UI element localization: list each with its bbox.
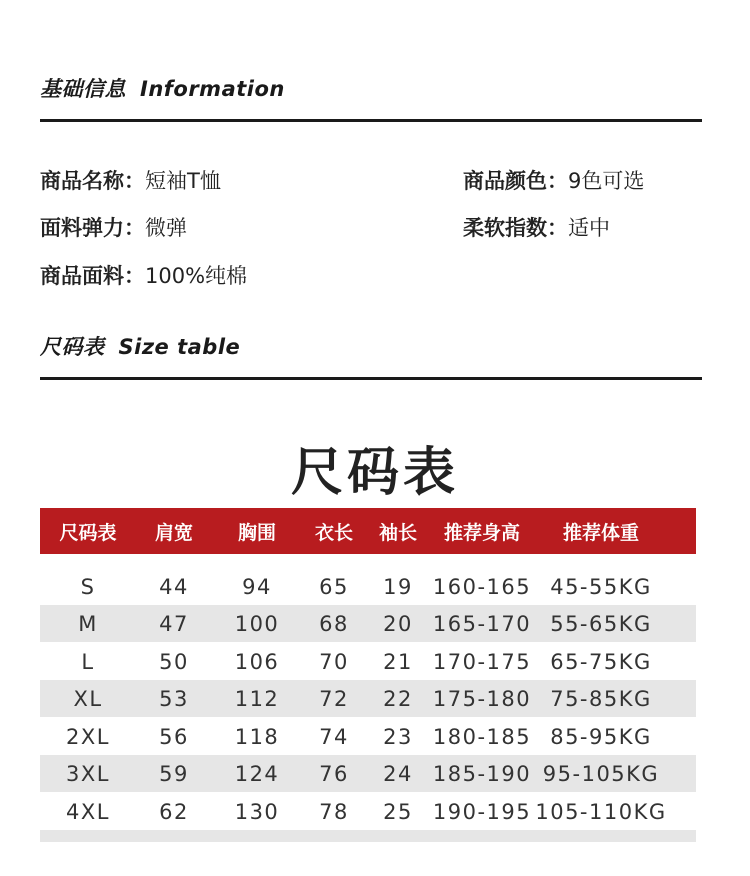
cell-weight: 85-95KG xyxy=(550,724,652,749)
header-chest: 胸围 xyxy=(237,521,276,544)
field-product-name xyxy=(40,165,221,195)
table-row xyxy=(40,568,696,605)
cell-weight: 55-65KG xyxy=(550,611,652,636)
cell-sleeve: 25 xyxy=(383,799,413,824)
cell-chest: 106 xyxy=(234,649,280,674)
cell-size: S xyxy=(80,574,96,599)
cell-chest: 112 xyxy=(234,686,280,711)
info-title-en: Information xyxy=(140,77,285,101)
cell-weight: 45-55KG xyxy=(550,574,652,599)
info-title-cn: 基础信息 xyxy=(40,77,126,101)
field-value: 9色可选 xyxy=(568,169,645,193)
cell-size: 2XL xyxy=(66,724,110,749)
cell-length: 72 xyxy=(319,686,349,711)
size-title-en: Size table xyxy=(118,335,241,359)
field-product-fabric xyxy=(40,260,247,290)
cell-shoulder: 44 xyxy=(159,574,189,599)
field-fabric-elasticity xyxy=(40,212,187,242)
field-value: 100%纯棉 xyxy=(145,264,248,288)
header-shoulder: 肩宽 xyxy=(154,521,193,544)
info-section-title xyxy=(40,73,285,103)
header-length: 衣长 xyxy=(314,521,353,544)
cell-height: 170-175 xyxy=(432,649,532,674)
cell-sleeve: 20 xyxy=(383,611,413,636)
cell-weight: 95-105KG xyxy=(542,761,660,786)
cell-chest: 100 xyxy=(234,611,280,636)
cell-length: 74 xyxy=(319,724,349,749)
cell-chest: 94 xyxy=(242,574,272,599)
cell-sleeve: 21 xyxy=(383,649,413,674)
cell-sleeve: 23 xyxy=(383,724,413,749)
cell-length: 70 xyxy=(319,649,349,674)
field-product-color xyxy=(463,165,644,195)
cell-sleeve: 24 xyxy=(383,761,413,786)
cell-shoulder: 50 xyxy=(159,649,189,674)
cell-weight: 75-85KG xyxy=(550,686,652,711)
size-divider xyxy=(40,377,702,380)
cell-size: 3XL xyxy=(66,761,110,786)
cell-weight: 105-110KG xyxy=(535,799,667,824)
cell-size: L xyxy=(81,649,95,674)
header-sleeve: 袖长 xyxy=(378,521,417,544)
cell-length: 76 xyxy=(319,761,349,786)
field-label: 柔软指数： xyxy=(463,216,568,240)
header-weight: 推荐体重 xyxy=(562,521,639,544)
table-row-stripe xyxy=(40,830,696,842)
field-value: 短袖T恤 xyxy=(145,169,221,193)
header-size: 尺码表 xyxy=(59,521,117,544)
cell-length: 65 xyxy=(319,574,349,599)
info-divider xyxy=(40,119,702,122)
cell-shoulder: 59 xyxy=(159,761,189,786)
cell-shoulder: 47 xyxy=(159,611,189,636)
field-label: 商品颜色： xyxy=(463,169,568,193)
field-label: 面料弹力： xyxy=(40,216,145,240)
size-section-title xyxy=(40,331,240,361)
cell-size: XL xyxy=(73,686,103,711)
cell-height: 190-195 xyxy=(432,799,532,824)
cell-length: 78 xyxy=(319,799,349,824)
cell-length: 68 xyxy=(319,611,349,636)
table-row xyxy=(40,755,696,792)
cell-chest: 130 xyxy=(234,799,280,824)
header-height: 推荐身高 xyxy=(443,521,520,544)
cell-size: M xyxy=(78,611,98,636)
field-value: 微弹 xyxy=(145,216,187,240)
field-label: 商品面料： xyxy=(40,264,145,288)
size-table-heading: 尺码表 xyxy=(290,443,459,503)
cell-shoulder: 62 xyxy=(159,799,189,824)
field-label: 商品名称： xyxy=(40,169,145,193)
cell-chest: 118 xyxy=(234,724,280,749)
cell-size: 4XL xyxy=(66,799,110,824)
table-row xyxy=(40,680,696,717)
cell-height: 175-180 xyxy=(432,686,532,711)
cell-chest: 124 xyxy=(234,761,280,786)
field-value: 适中 xyxy=(568,216,610,240)
table-row xyxy=(40,718,696,755)
size-title-cn: 尺码表 xyxy=(40,335,105,359)
cell-height: 180-185 xyxy=(432,724,532,749)
table-row xyxy=(40,793,696,830)
cell-height: 185-190 xyxy=(432,761,532,786)
cell-shoulder: 56 xyxy=(159,724,189,749)
cell-sleeve: 22 xyxy=(383,686,413,711)
cell-sleeve: 19 xyxy=(383,574,413,599)
table-row xyxy=(40,643,696,680)
cell-height: 160-165 xyxy=(432,574,532,599)
cell-height: 165-170 xyxy=(432,611,532,636)
cell-shoulder: 53 xyxy=(159,686,189,711)
cell-weight: 65-75KG xyxy=(550,649,652,674)
field-softness-index xyxy=(463,212,610,242)
size-table-header xyxy=(40,508,696,554)
table-row xyxy=(40,605,696,642)
